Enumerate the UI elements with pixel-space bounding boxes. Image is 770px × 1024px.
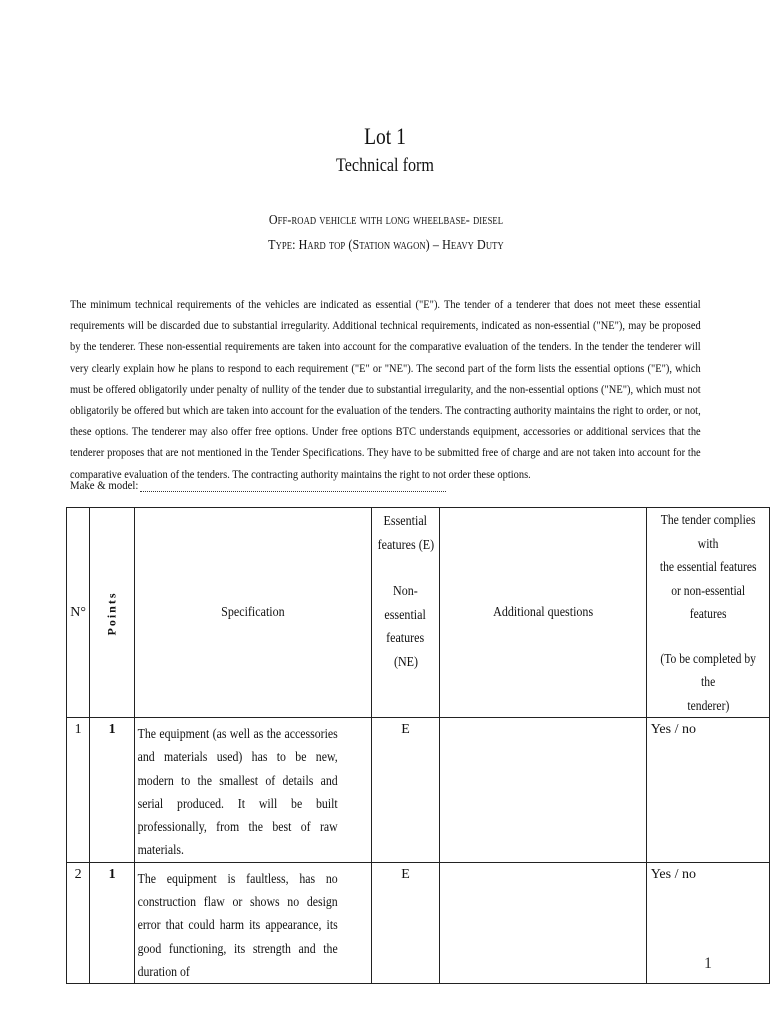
header-no-label: N° bbox=[70, 605, 86, 620]
form-title: Technical form bbox=[336, 155, 434, 176]
header-essential-line1: Essential bbox=[383, 514, 428, 529]
vehicle-heading: Off-road vehicle with long wheelbase- diesel bbox=[268, 213, 504, 228]
table-header-row bbox=[67, 508, 770, 718]
header-additional-label: Additional questions bbox=[492, 605, 593, 620]
row-additional-cell[interactable] bbox=[440, 862, 647, 983]
row-points: 1 bbox=[108, 722, 116, 737]
row-points: 1 bbox=[108, 866, 116, 882]
make-model-label: Make & model: bbox=[70, 478, 139, 492]
lot-title: Lot 1 bbox=[364, 124, 406, 149]
row-complies[interactable]: Yes / no bbox=[650, 722, 696, 737]
table-row bbox=[67, 862, 770, 983]
header-complies-line4: (To be completed by the bbox=[660, 650, 756, 689]
page-number: 1 bbox=[704, 955, 712, 972]
row-no-cell bbox=[67, 862, 90, 983]
header-specification bbox=[135, 508, 372, 718]
row-no-cell bbox=[67, 718, 90, 863]
header-complies bbox=[646, 508, 769, 718]
header-complies-line5: tenderer) bbox=[686, 697, 729, 713]
row-feature: E bbox=[401, 866, 410, 882]
row-feature: E bbox=[401, 722, 410, 737]
row-specification: The equipment (as well as the accessories and materials used) has to be new, modern to the smallest of details and serial produced. It will be built professionally, from the best of raw materials. bbox=[137, 726, 338, 858]
row-complies[interactable]: Yes / no bbox=[650, 866, 696, 882]
header-nonessential-line3: features bbox=[386, 631, 425, 646]
header-additional bbox=[440, 508, 647, 718]
row-no: 2 bbox=[74, 866, 82, 882]
header-nonessential-line4: (NE) bbox=[393, 654, 418, 670]
header-complies-line2: the essential features bbox=[659, 559, 757, 574]
row-specification-cell bbox=[135, 718, 372, 863]
table-row bbox=[67, 718, 770, 863]
header-complies-line3: or non-essential features bbox=[670, 582, 745, 621]
row-points-cell bbox=[90, 862, 135, 983]
header-nonessential-line2: essential bbox=[384, 607, 427, 623]
header-features bbox=[372, 508, 440, 718]
header-nonessential-line1: Non- bbox=[393, 584, 418, 599]
row-feature-cell bbox=[372, 718, 440, 863]
row-specification-cell bbox=[135, 862, 372, 983]
header-complies-line1: The tender complies with bbox=[660, 512, 756, 551]
header-points bbox=[90, 508, 135, 718]
row-feature-cell bbox=[372, 862, 440, 983]
header-essential-line2: features (E) bbox=[377, 537, 434, 553]
type-heading: Type: Hard top (Station wagon) – Heavy Duty bbox=[268, 238, 504, 253]
header-points-label: Points bbox=[104, 590, 119, 636]
intro-paragraph: The minimum technical requirements of the vehicles are indicated as essential ("E"). The tender of a tenderer that does not meet these essential requirements will be discarded due to substantial irregularity. Additional technical requirements, indicated as non-essential ("NE"), may be proposed by the tenderer. These non-essential requirements are taken into account for the comparative evaluation of the tenders. In the tender the tenderer will very clearly explain how he plans to respond to each requirement ("E" or "NE"). The second part of the form lists the essential options ("E"), which must be offered obligatorily under penalty of nullity of the tender due to substantial irregularity, and the non-essential options ("NE"), which must not obligatorily be offered but which are taken into account for the evaluation of the tenders. The contracting authority maintains the right to order, or not, these options. The tenderer may also offer free options. Under free options BTC understands equipment, accessories or additional services that the tenderer proposes that are not mentioned in the Tender Specifications. They have to be submitted free of charge and are not taken into account for the comparative evaluation of the tenders. The contracting authority maintains the right to not order these options. bbox=[70, 298, 701, 481]
header-specification-label: Specification bbox=[221, 605, 285, 620]
row-complies-cell[interactable] bbox=[646, 718, 769, 863]
row-additional-cell[interactable] bbox=[440, 718, 647, 863]
row-points-cell bbox=[90, 718, 135, 863]
header-no bbox=[67, 508, 90, 718]
make-model-field[interactable] bbox=[140, 491, 446, 492]
row-specification: The equipment is faultless, has no construction flaw or shows no design error that could harm its appearance, its good functioning, its strength and the duration of bbox=[137, 870, 338, 979]
technical-spec-table bbox=[66, 507, 770, 984]
row-no: 1 bbox=[74, 722, 82, 737]
